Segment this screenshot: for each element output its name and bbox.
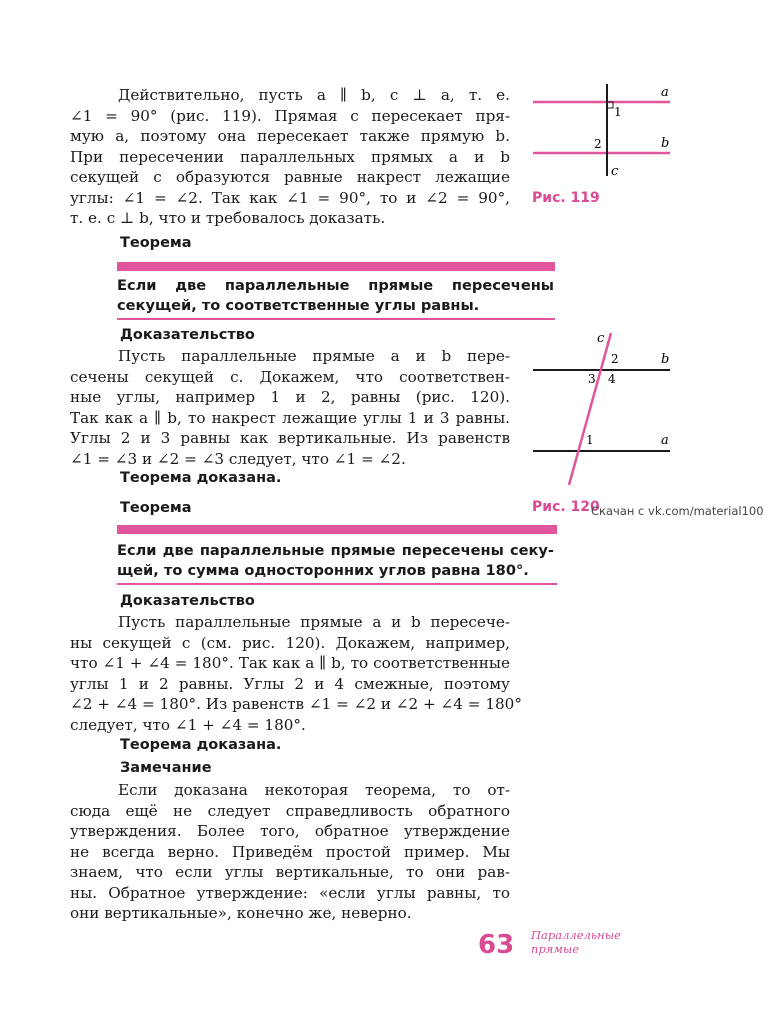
text-line: сюда ещё не следует справедливость обратного <box>70 801 510 820</box>
remark-heading: Замечание <box>120 760 212 776</box>
theorem-1-top-bar <box>117 262 555 271</box>
label-2: 2 <box>611 352 619 366</box>
figure-119 <box>525 80 685 180</box>
label-b: b <box>661 136 670 151</box>
label-1: 1 <box>586 433 594 447</box>
theorem-2-proven: Теорема доказана. <box>120 737 282 753</box>
label-3: 3 <box>588 372 596 386</box>
intro-paragraph <box>70 85 510 229</box>
text-line: знаем, что если углы вертикальные, то они рав- <box>70 863 510 881</box>
proof-1-heading: Доказательство <box>120 327 255 343</box>
text-line: Действительно, пусть a ∥ b, c ⊥ a, т. е. <box>118 86 510 104</box>
label-c: c <box>611 164 619 179</box>
text-line: углы: ∠1 = ∠2. Так как ∠1 = 90°, то и ∠2 = 90°, <box>70 188 510 207</box>
remark-paragraph <box>70 780 510 924</box>
theorem-1-statement <box>117 276 554 316</box>
text-line: щей, то сумма односторонних углов равна 180°. <box>117 562 529 579</box>
proof-2-heading: Доказательство <box>120 593 255 609</box>
label-a: a <box>661 85 669 100</box>
figure-120-caption: Рис. 120 <box>532 499 600 515</box>
text-line: секущей, то соответственные углы равны. <box>117 297 480 314</box>
text-line: секущей c образуются равные накрест лежащие <box>70 168 510 186</box>
text-line: ∠1 = 90° (рис. 119). Прямая c пересекает пря- <box>70 106 510 125</box>
theorem-2-top-bar <box>117 525 557 534</box>
label-c: c <box>597 331 605 346</box>
text-line: Если две параллельные прямые пересечены <box>117 277 554 294</box>
theorem-2-statement <box>117 541 554 581</box>
text-line: сечены секущей c. Докажем, что соответствен- <box>70 367 510 386</box>
text-line: ны секущей c (см. рис. 120). Докажем, например, <box>70 633 510 652</box>
text-line: мую a, поэтому она пересекает также прямую b. <box>70 127 510 145</box>
text-line: т. е. c ⊥ b, что и требовалось доказать. <box>70 209 386 227</box>
theorem-1-bottom-line <box>117 318 555 320</box>
label-a: a <box>661 433 669 448</box>
label-4: 4 <box>608 372 616 386</box>
text-line: не всегда верно. Приведём простой пример. Мы <box>70 842 510 861</box>
text-line: ны. Обратное утверждение: «если углы равны, то <box>70 883 510 902</box>
text-line: Если две параллельные прямые пересечены секу- <box>117 542 554 559</box>
text-line: Углы 2 и 3 равны как вертикальные. Из равенств <box>70 429 510 447</box>
text-line: утверждения. Более того, обратное утверждение <box>70 822 510 840</box>
theorem-1-heading: Теорема <box>120 235 192 251</box>
secant-c <box>569 333 611 485</box>
section-title-line: прямые <box>531 942 580 956</box>
text-line: Так как a ∥ b, то накрест лежащие углы 1 и 3 равны. <box>70 408 510 427</box>
theorem-2-bottom-line <box>117 583 557 585</box>
text-line: следует, что ∠1 + ∠4 = 180°. <box>70 715 306 734</box>
text-line: ∠1 = ∠3 и ∠2 = ∠3 следует, что ∠1 = ∠2. <box>70 449 406 468</box>
label-b: b <box>661 352 670 367</box>
figure-119-caption: Рис. 119 <box>532 190 600 206</box>
text-line: что ∠1 + ∠4 = 180°. Так как a ∥ b, то соответственные <box>70 654 510 672</box>
label-1: 1 <box>614 105 622 119</box>
theorem-2-heading: Теорема <box>120 500 192 516</box>
text-line: Пусть параллельные прямые a и b пересече- <box>118 613 510 631</box>
section-title-line: Параллельные <box>531 928 621 942</box>
proof-2-paragraph <box>70 612 522 735</box>
text-line: ∠2 + ∠4 = 180°. Из равенств ∠1 = ∠2 и ∠2 + ∠4 = 180° <box>70 695 522 713</box>
page-number: 63 <box>478 930 515 960</box>
label-2: 2 <box>594 137 602 151</box>
text-line: углы 1 и 2 равны. Углы 2 и 4 смежные, поэтому <box>70 674 510 693</box>
text-line: они вертикальные», конечно же, неверно. <box>70 904 412 922</box>
section-title <box>531 928 621 956</box>
text-line: При пересечении параллельных прямых a и b <box>70 147 510 166</box>
text-line: Пусть параллельные прямые a и b пере- <box>118 347 510 365</box>
figure-120 <box>525 330 685 490</box>
watermark: Скачан с vk.com/material100 <box>591 504 764 518</box>
text-line: ные углы, например 1 и 2, равны (рис. 120). <box>70 388 510 406</box>
theorem-1-proven: Теорема доказана. <box>120 470 282 486</box>
text-line: Если доказана некоторая теорема, то от- <box>118 781 510 799</box>
proof-1-paragraph <box>70 346 510 469</box>
